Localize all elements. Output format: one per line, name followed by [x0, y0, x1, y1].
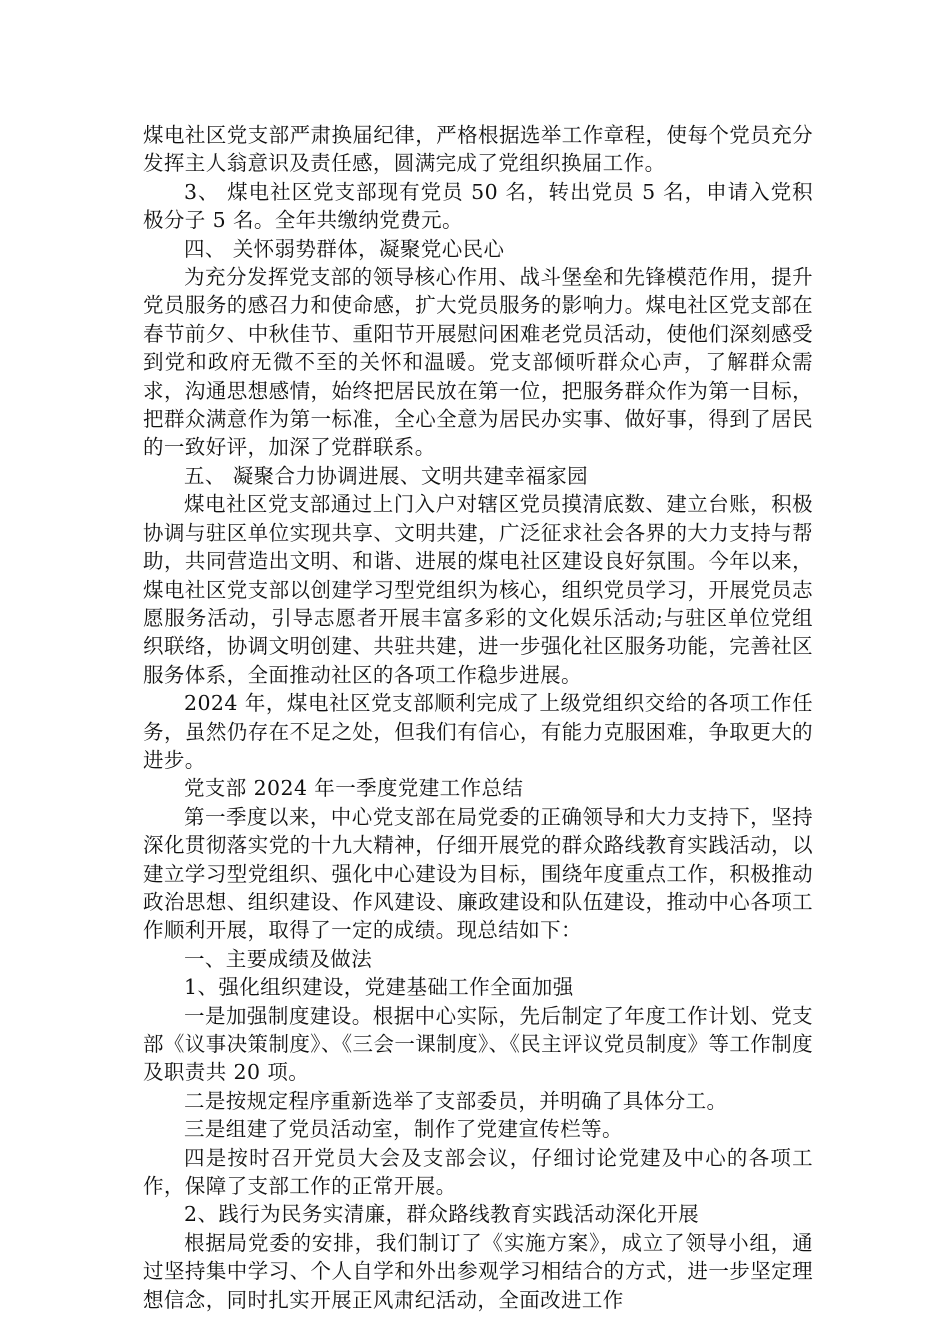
paragraph-community-building: 煤电社区党支部通过上门入户对辖区党员摸清底数、建立台账，积极协调与驻区单位实现共享、文明共建，广泛征求社会各界的大力支持与帮助，共同营造出文明、和谐、进展的煤电社区建设良好氛围。今年以来，煤电社区党支部以创建学习型党组织为核心，组织党员学习，开展党员志愿服务活动，引导志愿者开展丰富多彩的文化娱乐活动;与驻区单位党组织联络，协调文明创建、共驻共建，进一步强化社区服务功能，完善社区服务体系，全面推动社区的各项工作稳步进展。: [143, 492, 813, 687]
paragraph-meetings: 四是按时召开党员大会及支部会议，仔细讨论党建及中心的各项工作，保障了支部工作的正常开展。: [143, 1145, 813, 1199]
paragraph-implementation-plan: 根据局党委的安排，我们制订了《实施方案》，成立了领导小组，通过坚持集中学习、个人自学和外出参观学习相结合的方式，进一步坚定理想信念，同时扎实开展正风肃纪活动，全面改进工作: [143, 1230, 813, 1312]
document-body: [143, 121, 813, 1314]
paragraph-system-building: 一是加强制度建设。根据中心实际，先后制定了年度工作计划、党支部《议事决策制度》、《三会一课制度》、《民主评议党员制度》等工作制度及职责共 20 项。: [143, 1003, 813, 1085]
paragraph-care-vulnerable: 为充分发挥党支部的领导核心作用、战斗堡垒和先锋模范作用，提升党员服务的感召力和使命感，扩大党员服务的影响力。煤电社区党支部在春节前夕、中秋佳节、重阳节开展慰问困难老党员活动，使他们深刻感受到党和政府无微不至的关怀和温暖。党支部倾听群众心声，了解群众需求，沟通思想感情，始终把居民放在第一位，把服务群众作为第一目标，把群众满意作为第一标准，全心全意为居民办实事、做好事，得到了居民的一致好评，加深了党群联系。: [143, 265, 813, 460]
subsection-heading-2: 2、践行为民务实清廉，群众路线教育实践活动深化开展: [184, 1202, 700, 1227]
subsection-heading-1: 1、强化组织建设，党建基础工作全面加强: [184, 975, 574, 1000]
paragraph-q1-intro: 第一季度以来，中心党支部在局党委的正确领导和大力支持下，坚持深化贯彻落实党的十九大精神，仔细开展党的群众路线教育实践活动，以建立学习型党组织、强化中心建设为目标，围绕年度重点工作，积极推动政治思想、组织建设、作风建设、廉政建设和队伍建设，推动中心各项工作顺利开展，取得了一定的成绩。现总结如下：: [143, 804, 813, 943]
section-heading-achievements: 一、主要成绩及做法: [184, 946, 373, 971]
section-heading-4: 四、 关怀弱势群体，凝聚党心民心: [184, 236, 505, 261]
paragraph-year-summary: 2024 年，煤电社区党支部顺利完成了上级党组织交给的各项工作任务，虽然仍存在不足之处，但我们有信心，有能力克服困难，争取更大的进步。: [143, 691, 813, 772]
section-heading-5: 五、 凝聚合力协调进展、文明共建幸福家园: [184, 463, 589, 488]
paragraph-election-discipline: 煤电社区党支部严肃换届纪律，严格根据选举工作章程，使每个党员充分发挥主人翁意识及责任感，圆满完成了党组织换届工作。: [143, 123, 813, 176]
paragraph-member-count: 3、 煤电社区党支部现有党员 50 名，转出党员 5 名，申请入党积极分子 5 名。全年共缴纳党费元。: [143, 179, 813, 233]
document-subtitle: 党支部 2024 年一季度党建工作总结: [184, 776, 524, 801]
paragraph-activity-room: 三是组建了党员活动室，制作了党建宣传栏等。: [184, 1117, 623, 1142]
paragraph-committee-election: 二是按规定程序重新选举了支部委员，并明确了具体分工。: [184, 1088, 728, 1113]
